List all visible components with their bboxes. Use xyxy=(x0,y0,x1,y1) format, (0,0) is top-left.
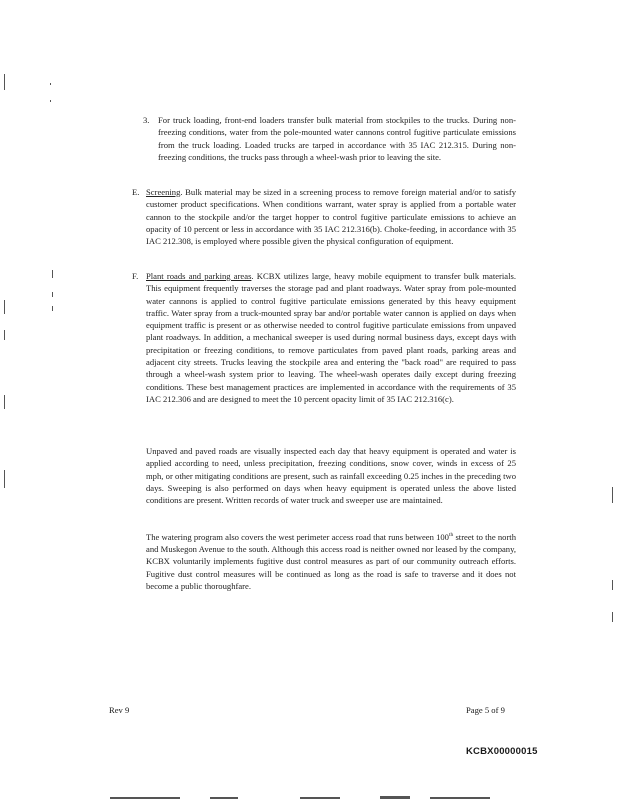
section-letter: E. xyxy=(132,187,140,197)
scan-edge-mark xyxy=(430,797,490,799)
list-item-text: For truck loading, front-end loaders transfer bulk material from stockpiles to the trucks. During non-freezing conditions, water from the pole-mounted water cannons control fugitive particulate emissions from the truck loading. Loaded trucks are tarped in accordance with 35 IAC 212.315. During non-freezing conditions, the trucks pass through a wheel-wash prior to leaving the site. xyxy=(158,115,516,162)
section-body xyxy=(146,186,516,247)
scan-mark xyxy=(50,100,51,102)
list-item-3 xyxy=(143,114,516,163)
section-e xyxy=(132,186,516,247)
section-text: . KCBX utilizes large, heavy mobile equipment to transfer bulk materials. This equipment frequently traverses the storage pad and plant roadways. Water spray from pole-mounted water cannons is applied to control fugitive particulate emissions generated by this heavy equipment traffic. Water spray from a truck-mounted spray bar and/or portable water cannon is applied on days when equipment traffic is present or as otherwise needed to control fugitive particulate emissions from unpaved plant roadways. In addition, a mechanical sweeper is used during normal business days, except days with precipitation or freezing conditions, to remove particulates from paved plant roads, parking areas and adjacent city streets. Trucks leaving the stockpile area and entering the "back road" are required to pass through a wheel-wash system prior to leaving. The wheel-wash operates daily except during freezing conditions. These best management practices are implemented in accordance with the requirements of 35 IAC 212.306 and are designed to meet the 10 percent opacity limit of 35 IAC 212.316(c). xyxy=(146,271,517,404)
scan-mark xyxy=(4,74,5,90)
scan-edge-mark xyxy=(110,797,180,799)
scan-mark xyxy=(4,395,5,409)
paragraph-watering xyxy=(146,529,516,592)
scan-mark xyxy=(52,292,53,297)
page-number: Page 5 of 9 xyxy=(466,705,505,715)
paragraph-text: The watering program also covers the west perimeter access road that runs between 100 xyxy=(146,531,449,542)
revision-label: Rev 9 xyxy=(109,705,130,715)
scan-mark xyxy=(52,306,53,311)
scan-edge-mark xyxy=(380,796,410,799)
section-body xyxy=(146,270,516,405)
scan-mark xyxy=(4,470,5,488)
section-title: Screening xyxy=(146,187,181,197)
scan-mark xyxy=(4,330,5,340)
scan-mark xyxy=(612,487,613,503)
scan-edge-mark xyxy=(210,797,238,799)
scan-mark xyxy=(50,83,51,85)
scan-mark xyxy=(52,270,53,278)
scan-edge-mark xyxy=(300,797,340,799)
scan-mark xyxy=(612,580,613,590)
section-title: Plant roads and parking areas xyxy=(146,271,252,281)
paragraph-text: street to the north and Muskegon Avenue to the south. Although this access road is neither owned nor leased by the company, KCBX voluntarily implements fugitive dust control measures as part of our community outreach efforts. Fugitive dust control measures will be continued as long as the road is safe to traverse and it does not become a public thoroughfare. xyxy=(146,531,516,592)
scan-mark xyxy=(612,612,613,622)
paragraph-inspection: Unpaved and paved roads are visually inspected each day that heavy equipment is operated and water is applied according to need, unless precipitation, freezing conditions, snow cover, winds in excess of 25 mph, or other mitigating conditions are present, such as rainfall exceeding 0.25 inches in the preceding two days. Sweeping is also performed on days when heavy equipment is operated unless the above listed conditions are present. Written records of water truck and sweeper use are maintained. xyxy=(146,446,516,506)
scan-mark xyxy=(4,300,5,314)
section-letter: F. xyxy=(132,271,139,281)
list-number: 3. xyxy=(143,115,150,125)
superscript: th xyxy=(448,532,454,538)
section-text: . Bulk material may be sized in a screening process to remove foreign material and/or to satisfy customer product specifications. When conditions warrant, water spray is applied from a portable water cannon to the stockpile and/or the target hopper to control fugitive particulate emissions to achieve an opacity of 10 percent or less in accordance with 35 IAC 212.316(b). Choke-feeding, in accordance with 35 IAC 212.308, is employed where possible given the physical configuration of equipment. xyxy=(146,187,516,247)
section-f xyxy=(132,270,516,405)
bates-number: KCBX00000015 xyxy=(466,746,538,757)
